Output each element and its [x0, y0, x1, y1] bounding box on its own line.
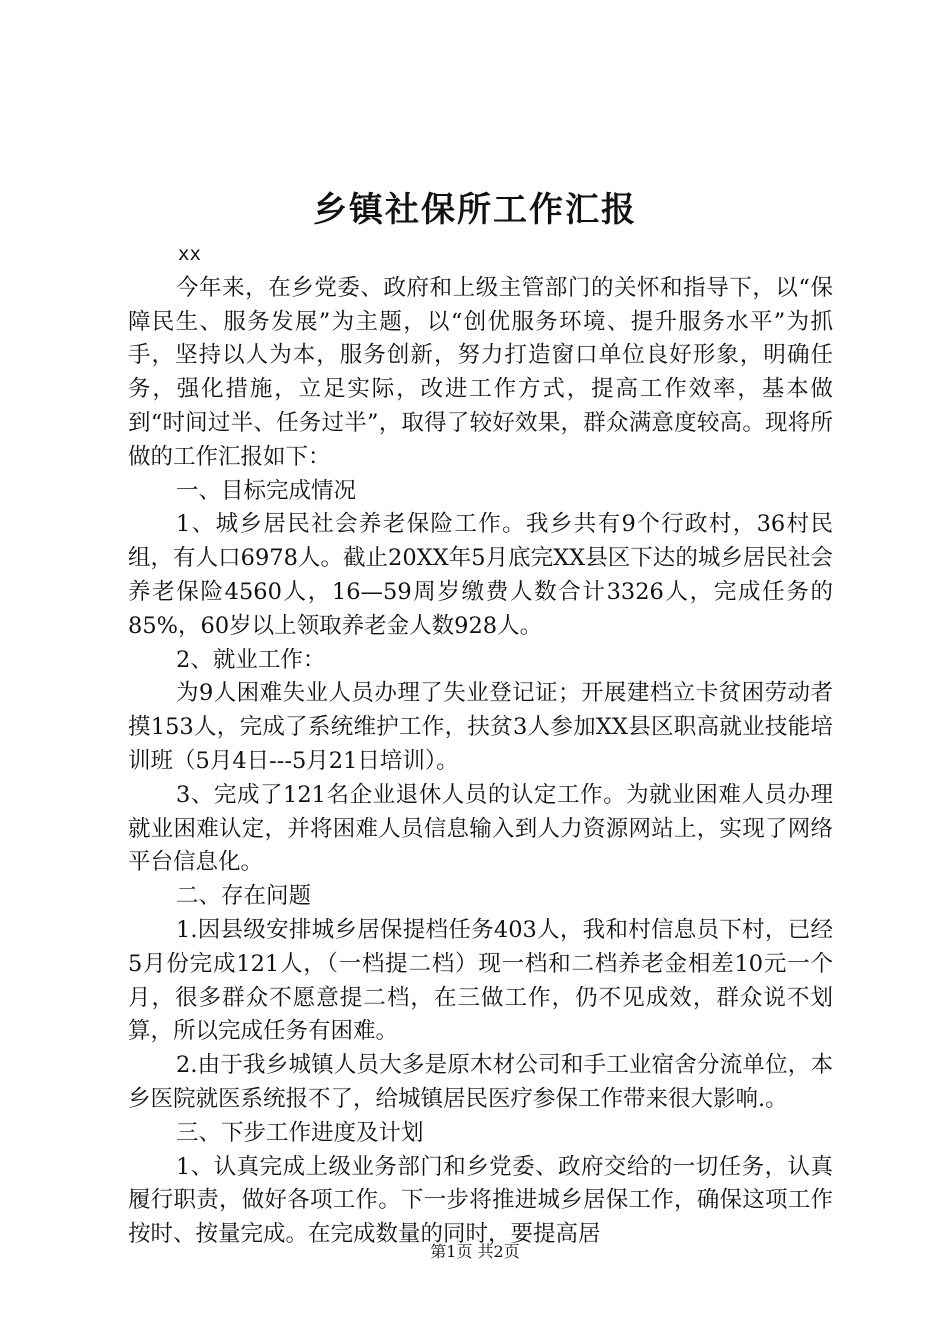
document-body: [128, 238, 833, 1252]
section-heading-problems: 二、存在问题: [176, 883, 312, 910]
document-title: 乡镇社保所工作汇报: [313, 190, 637, 230]
page-footer: 第1页 共2页: [430, 1242, 520, 1261]
section-heading-plan: 三、下步工作进度及计划: [176, 1119, 424, 1146]
intro-paragraph: 今年来，在乡党委、政府和上级主管部门的关怀和指导下，以“保障民生、服务发展”为主题，以“创优服务环境、提升服务水平”为抓手，坚持以人为本，服务创新，努力打造窗口单位良好形象，明确任务，强化措施，立足实际，改进工作方式，提高工作效率，基本做到“时间过半、任务过半”，取得了较好效果，群众满意度较高。现将所做的工作汇报如下：: [128, 274, 833, 470]
paragraph-problem-2: 2.由于我乡城镇人员大多是原木材公司和手工业宿舍分流单位，本乡医院就医系统报不了，给城镇居民医疗参保工作带来很大影响.。: [128, 1052, 833, 1112]
paragraph-retirees: 3、完成了121名企业退休人员的认定工作。为就业困难人员办理就业困难认定，并将困难人员信息输入到人力资源网站上，实现了网络平台信息化。: [128, 781, 833, 876]
paragraph-problem-1: 1.因县级安排城乡居保提档任务403人，我和村信息员下村，已经5月份完成121人，（一档提二档）现一档和二档养老金相差10元一个月，很多群众不愿意提二档，在三做工作，仍不见成效，群众说不划算，所以完成任务有困难。: [128, 916, 833, 1045]
author-line: xx: [178, 243, 201, 265]
paragraph-pension: 1、城乡居民社会养老保险工作。我乡共有9个行政村，36村民组，有人口6978人。截止20XX年5月底完XX县区下达的城乡居民社会养老保险4560人，16—59周岁缴费人数合计3326人，完成任务的85%，60岁以上领取养老金人数928人。: [128, 511, 833, 639]
paragraph-plan-1: 1、认真完成上级业务部门和乡党委、政府交给的一切任务，认真履行职责，做好各项工作。下一步将推进城乡居保工作，确保这项工作按时、按量完成。在完成数量的同时，要提高居: [128, 1153, 833, 1248]
section-heading-goals: 一、目标完成情况: [176, 477, 357, 504]
subheading-employment: 2、就业工作：: [176, 646, 326, 673]
paragraph-employment: 为9人困难失业人员办理了失业登记证；开展建档立卡贫困劳动者摸153人，完成了系统维护工作，扶贫3人参加XX县区职高就业技能培训班（5月4日---5月21日培训）。: [128, 680, 833, 774]
